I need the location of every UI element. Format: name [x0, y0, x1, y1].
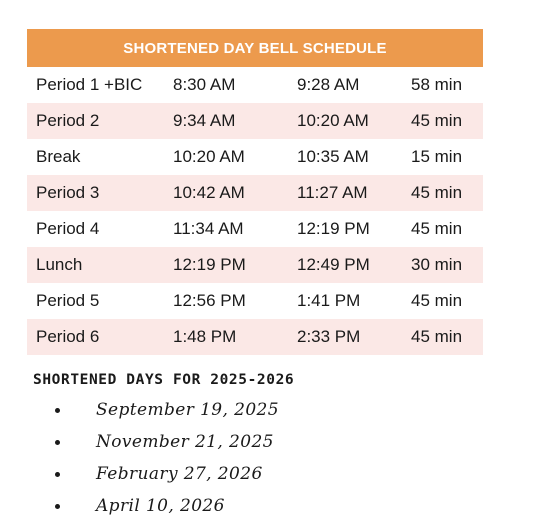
table-row [27, 139, 483, 175]
end-time: 2:33 PM [297, 327, 361, 346]
shortened-date: November 21, 2025 [96, 432, 274, 452]
start-time: 8:30 AM [173, 75, 236, 94]
duration: 45 min [411, 291, 463, 310]
table-row [27, 283, 483, 319]
end-time: 9:28 AM [297, 75, 360, 94]
table-row [27, 319, 483, 355]
period-name: Period 3 [36, 183, 100, 202]
table-row [27, 103, 483, 139]
table-row [27, 211, 483, 247]
shortened-days-list [55, 394, 279, 522]
bullet-icon [55, 440, 60, 445]
shortened-date: April 10, 2026 [96, 496, 225, 516]
list-item [55, 490, 279, 522]
period-name: Period 6 [36, 327, 100, 346]
period-name: Period 2 [36, 111, 100, 130]
end-time: 12:19 PM [297, 219, 370, 238]
duration: 15 min [411, 147, 463, 166]
duration: 30 min [411, 255, 463, 274]
start-time: 12:56 PM [173, 291, 246, 310]
bell-schedule-table [27, 29, 483, 355]
duration: 58 min [411, 75, 463, 94]
shortened-days-heading: SHORTENED DAYS FOR 2025-2026 [33, 372, 295, 388]
period-name: Lunch [36, 255, 83, 274]
duration: 45 min [411, 219, 463, 238]
bullet-icon [55, 504, 60, 509]
end-time: 11:27 AM [297, 183, 368, 202]
duration: 45 min [411, 183, 463, 202]
period-name: Period 4 [36, 219, 100, 238]
start-time: 11:34 AM [173, 219, 244, 238]
list-item [55, 394, 279, 426]
period-name: Period 1 +BIC [36, 75, 143, 94]
start-time: 1:48 PM [173, 327, 237, 346]
end-time: 10:20 AM [297, 111, 369, 130]
end-time: 10:35 AM [297, 147, 369, 166]
table-row [27, 247, 483, 283]
list-item [55, 426, 279, 458]
shortened-date: February 27, 2026 [96, 464, 263, 484]
shortened-date: September 19, 2025 [96, 400, 279, 420]
period-name: Break [36, 147, 81, 166]
duration: 45 min [411, 327, 463, 346]
duration: 45 min [411, 111, 463, 130]
end-time: 1:41 PM [297, 291, 361, 310]
period-name: Period 5 [36, 291, 100, 310]
start-time: 10:20 AM [173, 147, 245, 166]
end-time: 12:49 PM [297, 255, 370, 274]
start-time: 10:42 AM [173, 183, 245, 202]
table-row [27, 67, 483, 103]
start-time: 9:34 AM [173, 111, 236, 130]
table-row [27, 175, 483, 211]
schedule-title: SHORTENED DAY BELL SCHEDULE [27, 29, 483, 67]
start-time: 12:19 PM [173, 255, 246, 274]
bullet-icon [55, 472, 60, 477]
bullet-icon [55, 408, 60, 413]
list-item [55, 458, 279, 490]
